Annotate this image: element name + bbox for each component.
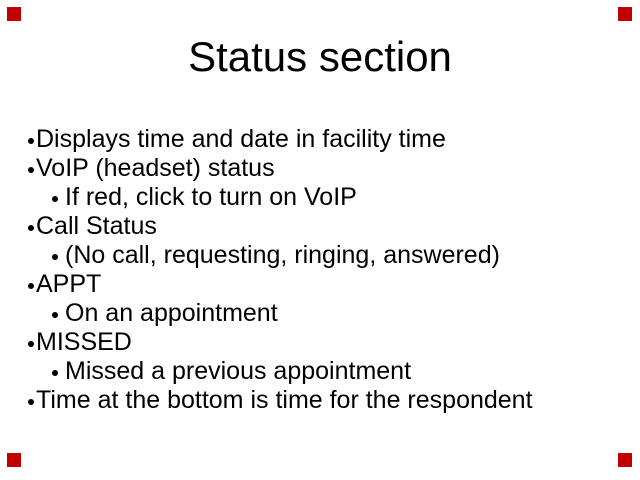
bullet-item: [28, 328, 630, 357]
bullet-icon: [28, 341, 34, 347]
bullet-item: [28, 125, 630, 154]
bullet-text: On an appointment: [65, 299, 278, 327]
bullet-icon: [28, 167, 34, 173]
bullet-icon: [52, 254, 58, 260]
slide-title: Status section: [188, 33, 452, 80]
bullet-list: [28, 125, 630, 415]
bullet-icon: [52, 196, 58, 202]
corner-marker-bottom-left: [7, 453, 21, 467]
corner-marker-top-left: [7, 7, 21, 21]
bullet-icon: [28, 283, 34, 289]
bullet-text: MISSED: [36, 328, 132, 356]
bullet-text: Call Status: [36, 212, 157, 240]
bullet-icon: [28, 225, 34, 231]
bullet-icon: [52, 370, 58, 376]
bullet-text: Time at the bottom is time for the respondent: [36, 386, 533, 414]
bullet-item: [28, 386, 630, 415]
bullet-text: Missed a previous appointment: [65, 357, 412, 385]
bullet-item: [28, 154, 630, 183]
bullet-icon: [28, 138, 34, 144]
bullet-icon: [52, 312, 58, 318]
bullet-item: [28, 212, 630, 241]
bullet-item-sub: [28, 183, 630, 212]
bullet-text: APPT: [36, 270, 102, 298]
bullet-item: [28, 270, 630, 299]
bullet-text: Displays time and date in facility time: [36, 125, 446, 153]
bullet-text: (No call, requesting, ringing, answered): [65, 241, 500, 269]
corner-marker-bottom-right: [618, 453, 632, 467]
bullet-text: VoIP (headset) status: [36, 154, 275, 182]
corner-marker-top-right: [618, 7, 632, 21]
bullet-icon: [28, 399, 34, 405]
bullet-item-sub: [28, 241, 630, 270]
bullet-item-sub: [28, 357, 630, 386]
bullet-item-sub: [28, 299, 630, 328]
bullet-text: If red, click to turn on VoIP: [65, 183, 357, 211]
